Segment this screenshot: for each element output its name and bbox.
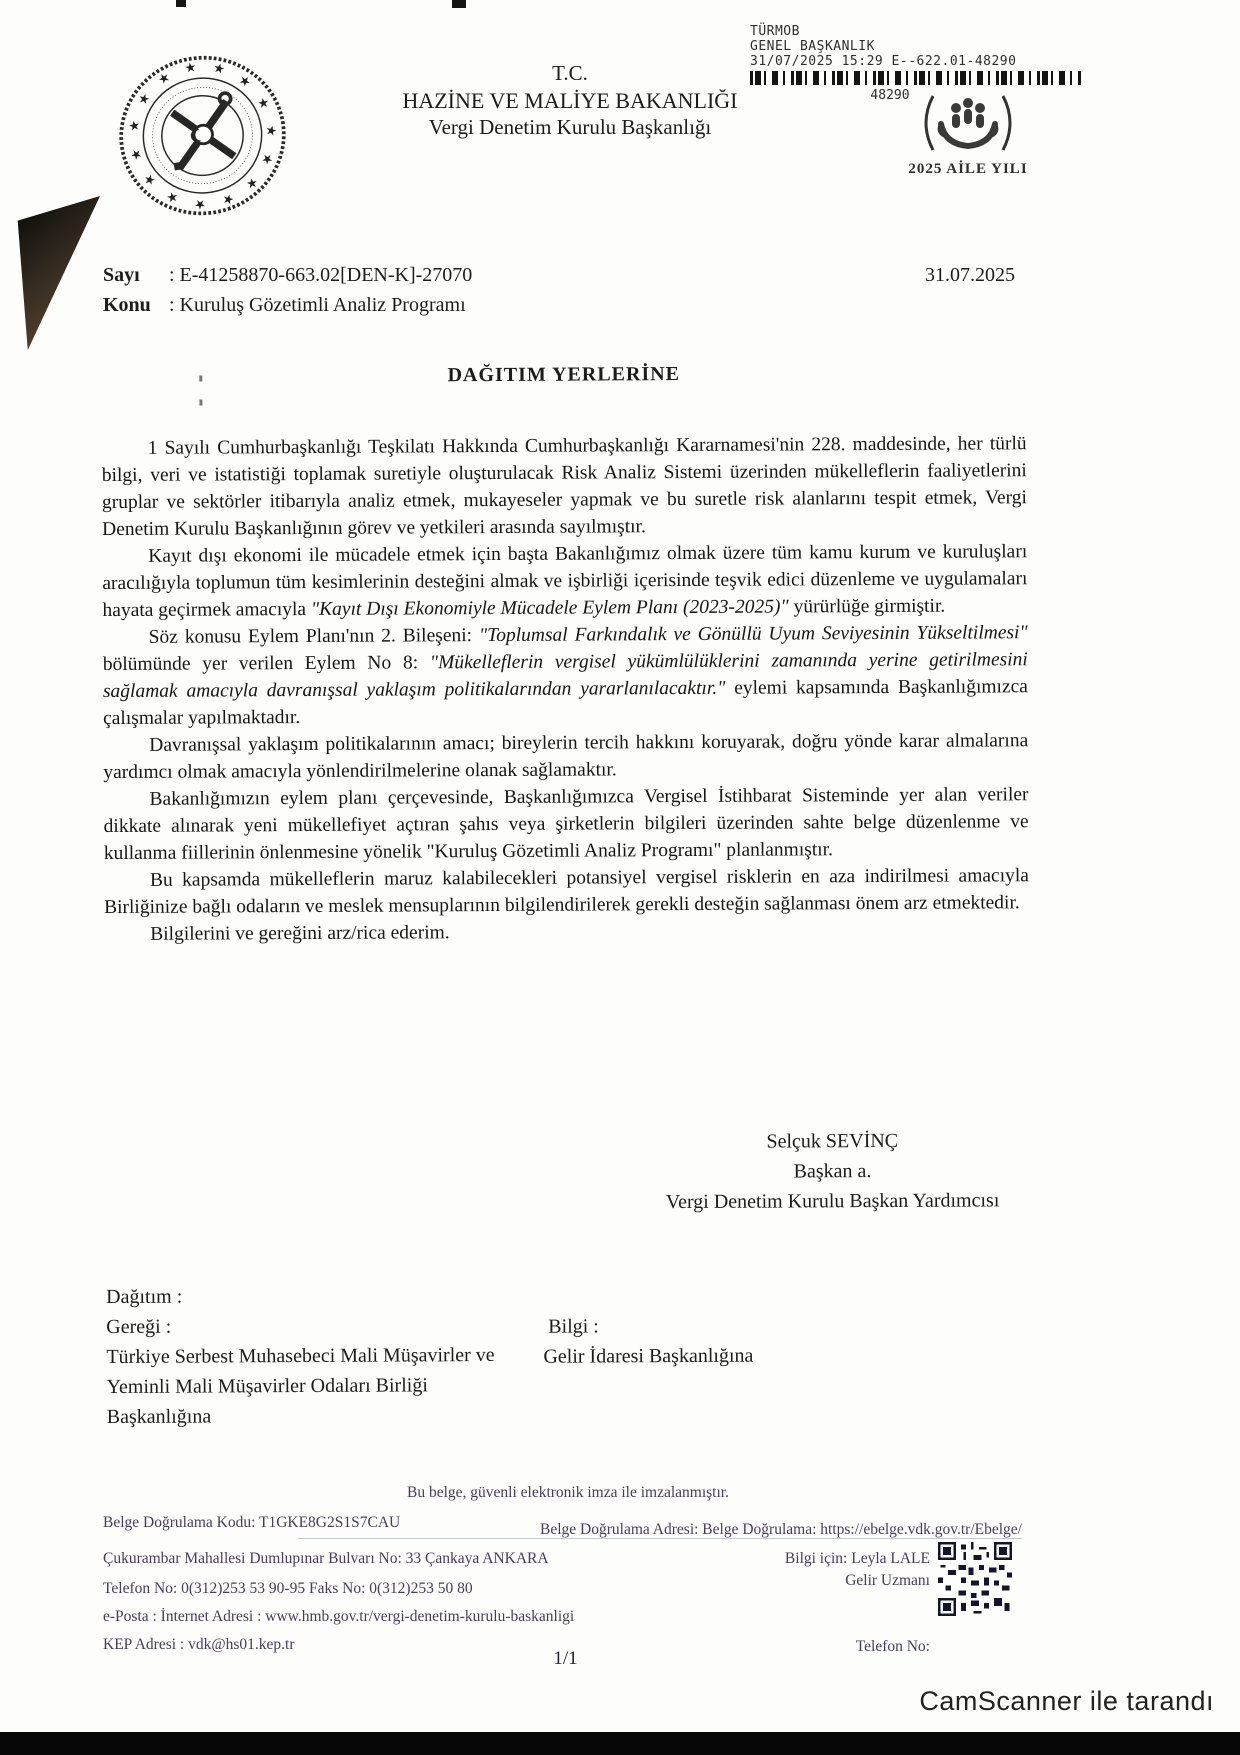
signature-block (602, 1125, 1062, 1217)
camscanner-watermark: CamScanner ile tarandı (919, 1686, 1214, 1716)
paragraph: 1 Sayılı Cumhurbaşkanlığı Teşkilatı Hakkında Cumhurbaşkanlığı Kararnamesi'nin 228. maddesinde, her türlü bilgi, veri ve istatistiği toplamak suretiyle oluşturulacak Risk Analiz Sistemi üzerinden mükelleflerin faaliyetlerini gruplar ve sektörler itibarıyla analiz etmek, mukayeseler yapmak ve bu suretle risk alanlarını tespit etmek, Vergi Denetim Kurulu Başkanlığının görev ve yetkileri arasında sayılmıştır. (101, 433, 1027, 541)
document-date: 31.07.2025 (925, 264, 1015, 286)
konu-label: Konu (103, 294, 151, 316)
verification-code: Belge Doğrulama Kodu: T1GKE8G2S1S7CAU (103, 1514, 401, 1531)
signer-name: Selçuk SEVİNÇ (766, 1129, 899, 1153)
svg-text:★: ★ (140, 170, 160, 189)
geregi-line: Başkanlığına (106, 1405, 212, 1429)
footer-divider (298, 1538, 1022, 1539)
sayi-label: Sayı (103, 264, 140, 286)
geregi-label: Gereği : (106, 1315, 172, 1339)
geregi-line: Yeminli Mali Müşavirler Odaları Birliği (106, 1374, 428, 1399)
svg-text:★: ★ (262, 124, 279, 138)
distribution-title: Dağıtım : (106, 1285, 183, 1309)
letterhead-republic: T.C. (552, 61, 588, 85)
family-year-label: 2025 AİLE YILI (908, 161, 1028, 177)
paragraph: Bilgilerini ve gereğini arz/rica ederim. (150, 922, 450, 945)
esign-note: Bu belge, güvenli elektronik imza ile imzalanmıştır. (407, 1484, 729, 1501)
svg-text:★: ★ (219, 189, 237, 208)
svg-text:★: ★ (155, 69, 174, 89)
paragraph: Söz konusu Eylem Planı'nın 2. Bileşeni: "Toplumsal Farkındalık ve Gönüllü Uyum Seviyesinin Yükseltilmesi" bölümünde yer verilen Eylem No 8: "Mükelleflerin vergisel yükümlülüklerini zamanında yerine getirilmesini sağlamak amacıyla davranışsal yaklaşım politikalarından yararlanılacaktır." eylemi kapsamında Başkanlığımızca çalışmalar yapılmaktadır. (102, 622, 1028, 730)
geregi-recipient (106, 1340, 546, 1432)
scan-bottom-bar (0, 1732, 1240, 1755)
phone-fax: Telefon No: 0(312)253 53 90-95 Faks No: 0(312)253 50 80 (103, 1580, 473, 1597)
qr-code (938, 1540, 1012, 1618)
page-number: 1/1 (553, 1648, 578, 1669)
paragraph: Bakanlığımızın eylem planı çerçevesinde, Başkanlığımızca Vergisel İstihbarat Sisteminde yer alan veriler dikkate alınarak yeni mükellefiyet açtıran şahıs veya şirketlerin bilgileri üzerinden sahte belge düzenlenme ve kullanma fiillerinin önlenmesine yönelik "Kuruluş Gözetimli Analiz Programı" planlanmıştır. (103, 784, 1029, 865)
distribution-heading: DAĞITIM YERLERİNE (447, 363, 681, 387)
contact-block (700, 1548, 930, 1592)
svg-text:★: ★ (242, 173, 262, 193)
svg-text:★: ★ (128, 146, 146, 162)
contact-person: Bilgi için: Leyla LALE (784, 1550, 930, 1567)
stamp-org: TÜRMOB (750, 24, 800, 39)
svg-text:★: ★ (194, 196, 207, 212)
svg-text:★: ★ (253, 94, 273, 113)
paragraph: Kayıt dışı ekonomi ile mücadele etmek için başta Bakanlığımız olmak üzere tüm kamu kurum ve kuruluşları aracılığıyla toplumun tüm kesimlerinin desteğini almak ve işbirliği içerisinde teşvik edici düzenleme ve uygulamaları hayata geçirmek amacıyla "Kayıt Dışı Ekonomiyle Mücadele Eylem Planı (2023-2025)" yürürlüğe girmiştir. (102, 541, 1028, 622)
kep-address: KEP Adresi : vdk@hs01.kep.tr (103, 1636, 295, 1653)
svg-text:★: ★ (211, 60, 227, 78)
svg-text:★: ★ (235, 72, 254, 92)
svg-text:★: ★ (183, 59, 198, 77)
office-address: Çukurambar Mahallesi Dumlupınar Bulvarı No: 33 Çankaya ANKARA (103, 1550, 549, 1567)
paragraph: Bu kapsamda mükelleflerin maruz kalabilecekleri potansiyel vergisel risklerin en aza indirilmesi amacıyla Birliğinize bağlı odaların ve meslek mensuplarının bilgilendirilerek gerekli desteğin sağlanması önem arz etmektedir. (104, 865, 1029, 919)
bilgi-label: Bilgi : (548, 1315, 599, 1338)
verification-address: Belge Doğrulama Adresi: Belge Doğrulama: https://ebelge.vdk.gov.tr/Ebelge/ (540, 1521, 1022, 1538)
eposta-internet: e-Posta : İnternet Adresi : www.hmb.gov.tr/vergi-denetim-kurulu-baskanligi (103, 1608, 575, 1625)
contact-phone: Telefon No: (855, 1638, 930, 1655)
barcode-number: 48290 (870, 88, 910, 103)
letterhead-ministry: HAZİNE VE MALİYE BAKANLIĞI (402, 88, 738, 113)
svg-text:★: ★ (135, 90, 155, 109)
letterhead-board: Vergi Denetim Kurulu Başkanlığı (428, 115, 712, 139)
paragraph: Davranışsal yaklaşım politikalarının amacı; bireylerin tercih hakkını koruyarak, doğru yönde karar almalarına yardımcı olmak amacıyla yönlendirilmelerine olanak sağlamaktır. (103, 730, 1029, 784)
svg-text:★: ★ (164, 187, 182, 207)
bilgi-recipient: Gelir İdaresi Başkanlığına (543, 1344, 754, 1368)
stamp-dept: GENEL BAŞKANLIK (750, 39, 875, 54)
signer-duty: Başkan a. (793, 1160, 872, 1183)
letter-body (102, 430, 1030, 948)
geregi-line: Türkiye Serbest Muhasebeci Mali Müşavirler ve (106, 1344, 495, 1369)
svg-text:★: ★ (126, 119, 144, 133)
signer-title: Vergi Denetim Kurulu Başkan Yardımcısı (665, 1189, 1000, 1214)
contact-title: Gelir Uzmanı (845, 1572, 930, 1589)
qr-code-icon (938, 1540, 1012, 1618)
svg-text:★: ★ (257, 150, 276, 167)
stamp-meta: 31/07/2025 15:29 E--622.01-48290 (750, 54, 1017, 69)
konu-value: : Kuruluş Gözetimli Analiz Programı (169, 294, 466, 316)
sayi-value: : E-41258870-663.02[DEN-K]-27070 (169, 264, 473, 286)
